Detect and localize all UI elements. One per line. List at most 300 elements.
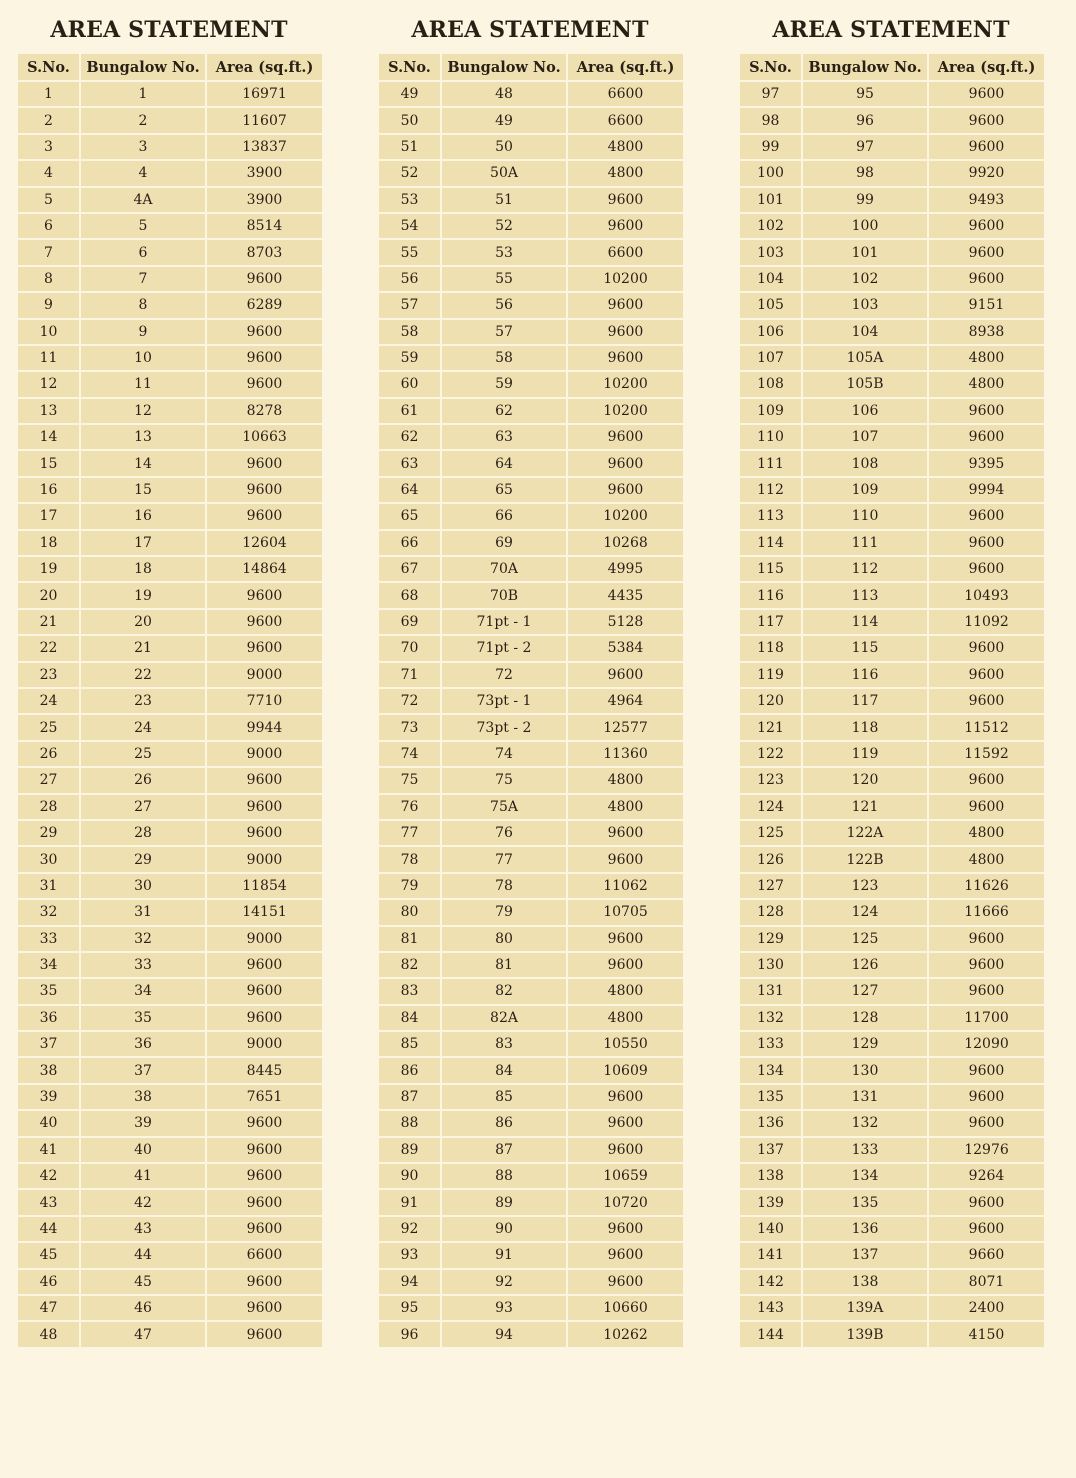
table-row <box>17 450 323 476</box>
cell-sno: 68 <box>378 582 441 608</box>
cell-sno: 108 <box>739 371 802 397</box>
cell-bungalow-no: 106 <box>802 398 928 424</box>
cell-sno: 21 <box>17 609 80 635</box>
table-row <box>378 345 684 371</box>
cell-area: 10493 <box>928 582 1045 608</box>
cell-area: 11607 <box>206 107 323 133</box>
table-row <box>378 873 684 899</box>
cell-sno: 48 <box>17 1321 80 1347</box>
cell-bungalow-no: 20 <box>80 609 206 635</box>
cell-area: 4435 <box>567 582 684 608</box>
cell-sno: 128 <box>739 899 802 925</box>
cell-sno: 92 <box>378 1216 441 1242</box>
cell-bungalow-no: 73pt - 2 <box>441 714 567 740</box>
cell-area: 9994 <box>928 477 1045 503</box>
panel-title: AREA STATEMENT <box>50 17 288 43</box>
cell-bungalow-no: 130 <box>802 1057 928 1083</box>
cell-area: 9600 <box>567 1269 684 1295</box>
cell-bungalow-no: 50A <box>441 160 567 186</box>
cell-sno: 40 <box>17 1110 80 1136</box>
table-row <box>378 187 684 213</box>
cell-sno: 133 <box>739 1031 802 1057</box>
table-row <box>739 160 1045 186</box>
table-row <box>17 688 323 714</box>
header-sno: S.No. <box>378 53 441 81</box>
table-row <box>17 1189 323 1215</box>
table-row <box>378 134 684 160</box>
cell-bungalow-no: 71pt - 1 <box>441 609 567 635</box>
cell-bungalow-no: 93 <box>441 1295 567 1321</box>
cell-sno: 104 <box>739 266 802 292</box>
table-row <box>378 398 684 424</box>
cell-sno: 74 <box>378 741 441 767</box>
cell-sno: 119 <box>739 662 802 688</box>
table-row <box>739 767 1045 793</box>
table-row <box>739 556 1045 582</box>
cell-sno: 85 <box>378 1031 441 1057</box>
cell-area: 9600 <box>206 635 323 661</box>
table-row <box>739 714 1045 740</box>
cell-sno: 134 <box>739 1057 802 1083</box>
cell-area: 5384 <box>567 635 684 661</box>
cell-area: 9600 <box>567 424 684 450</box>
cell-sno: 115 <box>739 556 802 582</box>
cell-area: 9920 <box>928 160 1045 186</box>
header-sno: S.No. <box>739 53 802 81</box>
cell-sno: 20 <box>17 582 80 608</box>
cell-area: 9600 <box>928 794 1045 820</box>
cell-sno: 66 <box>378 530 441 556</box>
cell-area: 6600 <box>567 81 684 107</box>
cell-bungalow-no: 36 <box>80 1031 206 1057</box>
table-row <box>378 978 684 1004</box>
cell-area: 16971 <box>206 81 323 107</box>
cell-sno: 79 <box>378 873 441 899</box>
table-row <box>739 1005 1045 1031</box>
table-row <box>17 345 323 371</box>
header-bungalow-no: Bungalow No. <box>802 53 928 81</box>
table-header-row <box>17 53 323 81</box>
cell-bungalow-no: 113 <box>802 582 928 608</box>
cell-sno: 94 <box>378 1269 441 1295</box>
cell-sno: 113 <box>739 503 802 529</box>
cell-area: 9000 <box>206 1031 323 1057</box>
table-row <box>378 582 684 608</box>
cell-area: 9600 <box>567 1110 684 1136</box>
cell-sno: 33 <box>17 926 80 952</box>
cell-sno: 12 <box>17 371 80 397</box>
table-row <box>739 107 1045 133</box>
cell-sno: 47 <box>17 1295 80 1321</box>
cell-area: 9000 <box>206 846 323 872</box>
table-row <box>17 1216 323 1242</box>
cell-bungalow-no: 41 <box>80 1163 206 1189</box>
cell-area: 9600 <box>928 239 1045 265</box>
cell-bungalow-no: 73pt - 1 <box>441 688 567 714</box>
table-row <box>378 556 684 582</box>
table-row <box>17 1163 323 1189</box>
table-row <box>739 926 1045 952</box>
cell-bungalow-no: 88 <box>441 1163 567 1189</box>
cell-bungalow-no: 110 <box>802 503 928 529</box>
cell-sno: 121 <box>739 714 802 740</box>
cell-bungalow-no: 76 <box>441 820 567 846</box>
table-row <box>378 1110 684 1136</box>
cell-area: 6600 <box>206 1242 323 1268</box>
cell-area: 9600 <box>928 926 1045 952</box>
cell-sno: 81 <box>378 926 441 952</box>
cell-sno: 5 <box>17 187 80 213</box>
cell-area: 8071 <box>928 1269 1045 1295</box>
cell-sno: 139 <box>739 1189 802 1215</box>
cell-area: 9600 <box>206 319 323 345</box>
cell-area: 9600 <box>928 1084 1045 1110</box>
cell-bungalow-no: 89 <box>441 1189 567 1215</box>
cell-area: 9600 <box>567 1216 684 1242</box>
cell-sno: 126 <box>739 846 802 872</box>
area-table <box>738 52 1046 1349</box>
cell-sno: 39 <box>17 1084 80 1110</box>
cell-area: 3900 <box>206 160 323 186</box>
cell-bungalow-no: 59 <box>441 371 567 397</box>
table-row <box>739 846 1045 872</box>
cell-bungalow-no: 15 <box>80 477 206 503</box>
table-row <box>17 107 323 133</box>
cell-bungalow-no: 53 <box>441 239 567 265</box>
cell-area: 9600 <box>206 1269 323 1295</box>
cell-bungalow-no: 84 <box>441 1057 567 1083</box>
cell-bungalow-no: 80 <box>441 926 567 952</box>
cell-sno: 125 <box>739 820 802 846</box>
table-row <box>739 81 1045 107</box>
cell-area: 9600 <box>206 1137 323 1163</box>
table-row <box>739 134 1045 160</box>
cell-sno: 136 <box>739 1110 802 1136</box>
table-row <box>17 1031 323 1057</box>
cell-area: 7651 <box>206 1084 323 1110</box>
cell-area: 9600 <box>206 767 323 793</box>
header-area: Area (sq.ft.) <box>928 53 1045 81</box>
cell-bungalow-no: 139B <box>802 1321 928 1347</box>
cell-bungalow-no: 109 <box>802 477 928 503</box>
cell-sno: 84 <box>378 1005 441 1031</box>
cell-area: 9600 <box>928 503 1045 529</box>
cell-sno: 100 <box>739 160 802 186</box>
cell-area: 4800 <box>928 345 1045 371</box>
cell-sno: 62 <box>378 424 441 450</box>
table-body <box>739 81 1045 1348</box>
cell-area: 8514 <box>206 213 323 239</box>
cell-bungalow-no: 45 <box>80 1269 206 1295</box>
table-row <box>378 820 684 846</box>
cell-area: 9600 <box>206 820 323 846</box>
cell-area: 9600 <box>206 450 323 476</box>
cell-sno: 8 <box>17 266 80 292</box>
table-row <box>17 1137 323 1163</box>
cell-sno: 120 <box>739 688 802 714</box>
cell-bungalow-no: 4 <box>80 160 206 186</box>
cell-sno: 42 <box>17 1163 80 1189</box>
cell-sno: 52 <box>378 160 441 186</box>
cell-bungalow-no: 98 <box>802 160 928 186</box>
cell-area: 9600 <box>206 266 323 292</box>
table-row <box>17 794 323 820</box>
cell-sno: 70 <box>378 635 441 661</box>
table-row <box>17 741 323 767</box>
cell-sno: 143 <box>739 1295 802 1321</box>
cell-area: 9600 <box>928 556 1045 582</box>
cell-bungalow-no: 69 <box>441 530 567 556</box>
cell-area: 6600 <box>567 107 684 133</box>
cell-area: 10200 <box>567 503 684 529</box>
cell-sno: 44 <box>17 1216 80 1242</box>
cell-bungalow-no: 82 <box>441 978 567 1004</box>
cell-sno: 69 <box>378 609 441 635</box>
cell-area: 4800 <box>567 794 684 820</box>
table-row <box>739 688 1045 714</box>
table-row <box>739 1031 1045 1057</box>
cell-bungalow-no: 75A <box>441 794 567 820</box>
cell-area: 9600 <box>928 266 1045 292</box>
cell-area: 8278 <box>206 398 323 424</box>
cell-bungalow-no: 114 <box>802 609 928 635</box>
cell-sno: 122 <box>739 741 802 767</box>
table-row <box>378 1057 684 1083</box>
table-row <box>378 714 684 740</box>
cell-area: 4800 <box>928 371 1045 397</box>
cell-area: 2400 <box>928 1295 1045 1321</box>
cell-bungalow-no: 83 <box>441 1031 567 1057</box>
cell-bungalow-no: 131 <box>802 1084 928 1110</box>
cell-area: 10660 <box>567 1295 684 1321</box>
cell-bungalow-no: 58 <box>441 345 567 371</box>
cell-area: 9600 <box>567 952 684 978</box>
cell-area: 9600 <box>206 1216 323 1242</box>
table-row <box>739 266 1045 292</box>
cell-sno: 71 <box>378 662 441 688</box>
cell-bungalow-no: 87 <box>441 1137 567 1163</box>
cell-bungalow-no: 63 <box>441 424 567 450</box>
cell-sno: 43 <box>17 1189 80 1215</box>
cell-area: 10268 <box>567 530 684 556</box>
table-row <box>378 846 684 872</box>
header-area: Area (sq.ft.) <box>567 53 684 81</box>
cell-bungalow-no: 123 <box>802 873 928 899</box>
cell-bungalow-no: 119 <box>802 741 928 767</box>
cell-area: 6600 <box>567 239 684 265</box>
cell-sno: 90 <box>378 1163 441 1189</box>
table-row <box>739 1110 1045 1136</box>
cell-area: 10200 <box>567 266 684 292</box>
cell-bungalow-no: 17 <box>80 530 206 556</box>
panel-title: AREA STATEMENT <box>411 17 649 43</box>
cell-bungalow-no: 121 <box>802 794 928 820</box>
cell-bungalow-no: 122A <box>802 820 928 846</box>
table-row <box>739 1189 1045 1215</box>
table-row <box>739 398 1045 424</box>
table-row <box>378 794 684 820</box>
cell-bungalow-no: 16 <box>80 503 206 529</box>
cell-area: 9600 <box>206 503 323 529</box>
cell-area: 9600 <box>928 530 1045 556</box>
cell-bungalow-no: 95 <box>802 81 928 107</box>
cell-bungalow-no: 91 <box>441 1242 567 1268</box>
cell-area: 11092 <box>928 609 1045 635</box>
cell-bungalow-no: 120 <box>802 767 928 793</box>
cell-sno: 17 <box>17 503 80 529</box>
cell-bungalow-no: 2 <box>80 107 206 133</box>
table-row <box>739 292 1045 318</box>
cell-sno: 1 <box>17 81 80 107</box>
cell-bungalow-no: 132 <box>802 1110 928 1136</box>
table-row <box>378 81 684 107</box>
table-row <box>739 477 1045 503</box>
cell-area: 11062 <box>567 873 684 899</box>
cell-sno: 116 <box>739 582 802 608</box>
table-row <box>17 1242 323 1268</box>
table-row <box>378 424 684 450</box>
cell-area: 10262 <box>567 1321 684 1347</box>
cell-sno: 109 <box>739 398 802 424</box>
cell-bungalow-no: 49 <box>441 107 567 133</box>
table-row <box>739 899 1045 925</box>
area-table <box>377 52 685 1349</box>
cell-bungalow-no: 125 <box>802 926 928 952</box>
cell-sno: 54 <box>378 213 441 239</box>
cell-bungalow-no: 74 <box>441 741 567 767</box>
cell-area: 10200 <box>567 398 684 424</box>
cell-bungalow-no: 55 <box>441 266 567 292</box>
cell-area: 9600 <box>567 450 684 476</box>
cell-sno: 7 <box>17 239 80 265</box>
table-row <box>739 582 1045 608</box>
table-row <box>739 952 1045 978</box>
cell-area: 4800 <box>928 846 1045 872</box>
cell-sno: 132 <box>739 1005 802 1031</box>
table-row <box>17 899 323 925</box>
cell-area: 6289 <box>206 292 323 318</box>
cell-sno: 28 <box>17 794 80 820</box>
cell-area: 9600 <box>567 846 684 872</box>
cell-sno: 91 <box>378 1189 441 1215</box>
cell-area: 9600 <box>206 1321 323 1347</box>
cell-bungalow-no: 105A <box>802 345 928 371</box>
cell-bungalow-no: 51 <box>441 187 567 213</box>
cell-area: 4995 <box>567 556 684 582</box>
cell-bungalow-no: 137 <box>802 1242 928 1268</box>
cell-sno: 41 <box>17 1137 80 1163</box>
cell-bungalow-no: 22 <box>80 662 206 688</box>
cell-area: 9600 <box>928 767 1045 793</box>
cell-area: 9600 <box>928 1057 1045 1083</box>
cell-sno: 130 <box>739 952 802 978</box>
cell-sno: 142 <box>739 1269 802 1295</box>
cell-sno: 89 <box>378 1137 441 1163</box>
cell-bungalow-no: 14 <box>80 450 206 476</box>
table-row <box>17 81 323 107</box>
cell-sno: 102 <box>739 213 802 239</box>
cell-bungalow-no: 79 <box>441 899 567 925</box>
cell-sno: 87 <box>378 1084 441 1110</box>
cell-area: 11592 <box>928 741 1045 767</box>
cell-bungalow-no: 18 <box>80 556 206 582</box>
cell-bungalow-no: 9 <box>80 319 206 345</box>
cell-sno: 50 <box>378 107 441 133</box>
cell-area: 10720 <box>567 1189 684 1215</box>
cell-area: 9493 <box>928 187 1045 213</box>
table-row <box>378 952 684 978</box>
cell-sno: 105 <box>739 292 802 318</box>
table-row <box>739 635 1045 661</box>
cell-sno: 15 <box>17 450 80 476</box>
cell-sno: 117 <box>739 609 802 635</box>
table-row <box>17 714 323 740</box>
table-row <box>739 1321 1045 1347</box>
cell-sno: 23 <box>17 662 80 688</box>
cell-bungalow-no: 8 <box>80 292 206 318</box>
cell-sno: 37 <box>17 1031 80 1057</box>
cell-area: 10550 <box>567 1031 684 1057</box>
cell-sno: 106 <box>739 319 802 345</box>
table-body <box>17 81 323 1348</box>
cell-bungalow-no: 26 <box>80 767 206 793</box>
table-row <box>739 1057 1045 1083</box>
cell-sno: 51 <box>378 134 441 160</box>
table-row <box>17 292 323 318</box>
header-sno: S.No. <box>17 53 80 81</box>
cell-bungalow-no: 12 <box>80 398 206 424</box>
cell-bungalow-no: 4A <box>80 187 206 213</box>
table-row <box>739 213 1045 239</box>
table-row <box>739 239 1045 265</box>
cell-bungalow-no: 31 <box>80 899 206 925</box>
cell-sno: 26 <box>17 741 80 767</box>
cell-sno: 67 <box>378 556 441 582</box>
table-body <box>378 81 684 1348</box>
cell-area: 9600 <box>206 1295 323 1321</box>
cell-sno: 65 <box>378 503 441 529</box>
table-row <box>739 873 1045 899</box>
cell-area: 12577 <box>567 714 684 740</box>
cell-bungalow-no: 86 <box>441 1110 567 1136</box>
cell-bungalow-no: 107 <box>802 424 928 450</box>
table-row <box>739 530 1045 556</box>
cell-area: 9600 <box>567 926 684 952</box>
cell-area: 9660 <box>928 1242 1045 1268</box>
cell-sno: 75 <box>378 767 441 793</box>
table-row <box>378 530 684 556</box>
cell-area: 9600 <box>567 187 684 213</box>
cell-bungalow-no: 78 <box>441 873 567 899</box>
cell-area: 9600 <box>567 662 684 688</box>
cell-bungalow-no: 13 <box>80 424 206 450</box>
cell-bungalow-no: 70B <box>441 582 567 608</box>
cell-bungalow-no: 1 <box>80 81 206 107</box>
cell-sno: 9 <box>17 292 80 318</box>
table-row <box>17 1057 323 1083</box>
cell-sno: 129 <box>739 926 802 952</box>
cell-area: 4800 <box>567 1005 684 1031</box>
cell-bungalow-no: 138 <box>802 1269 928 1295</box>
cell-area: 10659 <box>567 1163 684 1189</box>
table-header-row <box>739 53 1045 81</box>
cell-area: 4800 <box>928 820 1045 846</box>
cell-area: 9151 <box>928 292 1045 318</box>
cell-area: 12090 <box>928 1031 1045 1057</box>
cell-area: 8703 <box>206 239 323 265</box>
cell-bungalow-no: 116 <box>802 662 928 688</box>
table-row <box>17 1084 323 1110</box>
